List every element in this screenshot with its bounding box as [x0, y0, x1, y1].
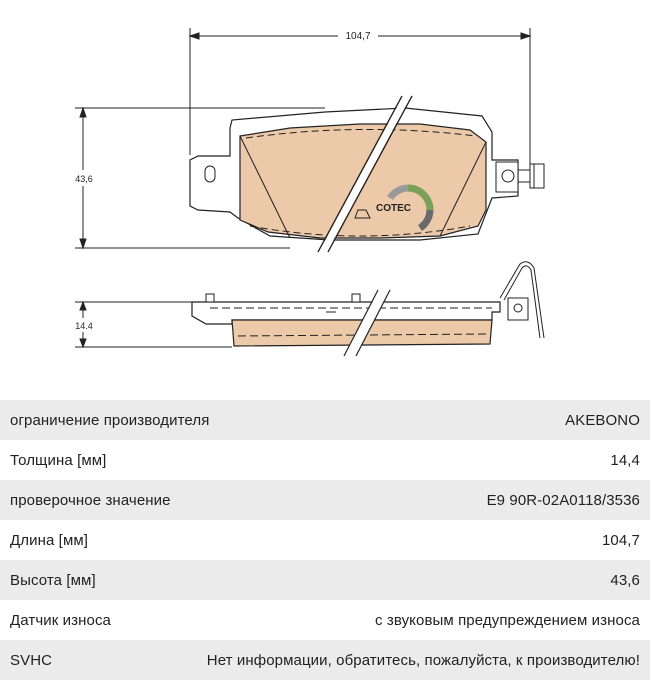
right-clip: [496, 162, 544, 192]
spec-row: [0, 560, 650, 600]
spec-label: проверочное значение: [10, 491, 171, 509]
spec-label: SVHC: [10, 651, 53, 669]
spec-value: E9 90R-02A0118/3536: [486, 491, 640, 509]
spec-label: Высота [мм]: [10, 571, 96, 589]
specifications-table: [0, 400, 650, 680]
left-ear-slot: [205, 166, 215, 182]
spec-row: [0, 480, 650, 520]
spec-row: [0, 640, 650, 680]
side-pin-left: [206, 294, 214, 302]
thickness-dimension-label: 14.4: [75, 321, 93, 331]
spec-label: ограничение производителя: [10, 411, 210, 429]
spec-value: AKEBONO: [565, 411, 640, 429]
side-pin-mid: [352, 294, 360, 302]
spec-value: 104,7: [601, 531, 640, 549]
spec-value: с звуковым предупреждением износа: [375, 611, 640, 629]
spec-label: Толщина [мм]: [10, 451, 107, 469]
spec-row: [0, 520, 650, 560]
spec-value: 14,4: [610, 451, 640, 469]
height-dimension-label: 43,6: [75, 174, 93, 184]
length-dimension-label: 104,7: [345, 31, 371, 42]
spec-label: Длина [мм]: [10, 531, 89, 549]
spec-row: [0, 400, 650, 440]
spec-label: Датчик износа: [10, 611, 111, 629]
spec-row: [0, 600, 650, 640]
side-spring-clip: [500, 262, 544, 338]
spec-value: 43,6: [610, 571, 640, 589]
spec-row: [0, 440, 650, 480]
cotec-logo-text: COTEC: [376, 203, 411, 214]
spec-value: Нет информации, обратитесь, пожалуйста, к производителю!: [206, 651, 640, 669]
